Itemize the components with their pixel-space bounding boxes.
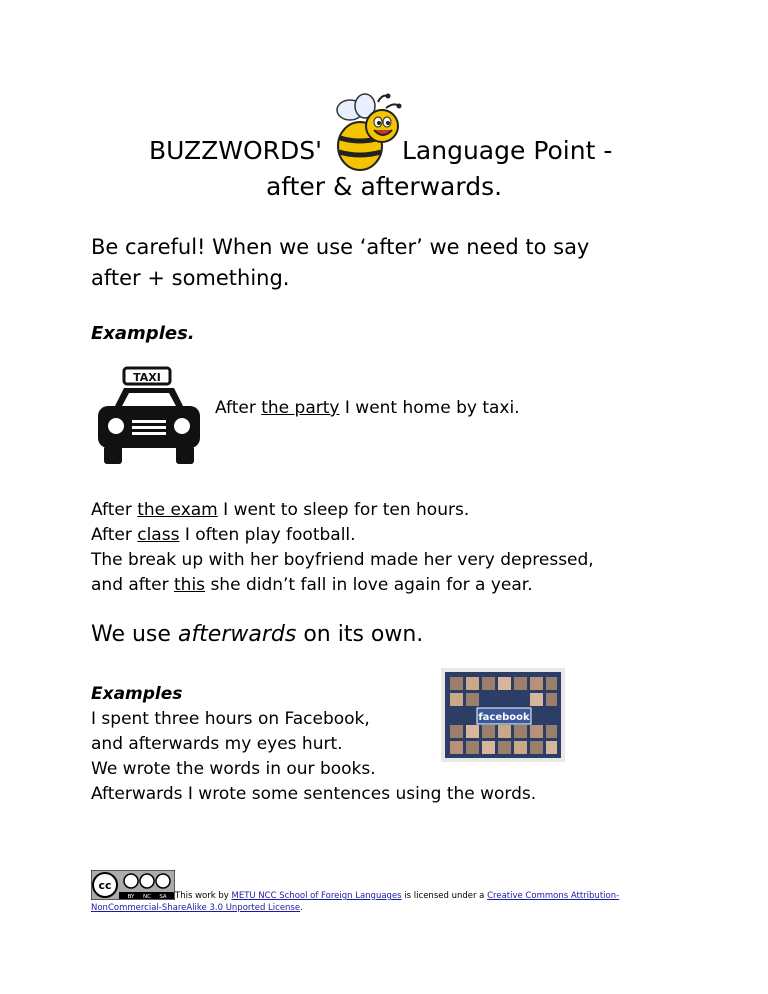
- sentence-text: After: [91, 525, 138, 545]
- examples-label: Examples.: [91, 323, 195, 344]
- underlined-phrase: this: [174, 575, 206, 595]
- cc-by-text: BY: [127, 894, 135, 900]
- sentence-text: and after: [91, 575, 175, 595]
- after-examples: [91, 498, 711, 598]
- title-buzzwords: BUZZWORDS': [149, 136, 323, 165]
- sentence-text: I went home by taxi.: [339, 398, 520, 418]
- sentence-text: she didn’t fall in love again for a year.: [205, 575, 533, 595]
- afterwards-examples: [91, 682, 711, 807]
- facebook-collage-image: [441, 668, 565, 762]
- afterwards-heading: [91, 622, 423, 647]
- underlined-phrase: class: [137, 525, 180, 545]
- example-sentence: [91, 498, 711, 523]
- sentence-text: After: [91, 500, 138, 520]
- sentence-text: I went to sleep for ten hours.: [217, 500, 470, 520]
- license-link-part-2[interactable]: NonCommercial-ShareAlike 3.0 Unported License: [91, 903, 301, 913]
- title-line-1: [0, 132, 768, 172]
- example-line: We wrote the words in our books.: [91, 759, 376, 779]
- sentence-text: The break up with her boyfriend made her very depressed,: [91, 550, 594, 570]
- facebook-label: facebook: [478, 712, 530, 723]
- taxi-icon: [94, 366, 204, 468]
- license-text: .: [300, 903, 303, 913]
- example-line: and afterwards my eyes hurt.: [91, 734, 343, 754]
- cc-sa-text: SA: [159, 894, 167, 900]
- cc-nc-text: NC: [143, 894, 151, 900]
- heading-text: We use: [91, 622, 178, 647]
- taxi-example-sentence: [215, 398, 520, 418]
- license-text: This work by: [175, 891, 232, 901]
- sentence-text: After: [215, 398, 262, 418]
- example-sentence: [91, 523, 711, 548]
- underlined-phrase: the party: [261, 398, 340, 418]
- intro-line-1: Be careful! When we use ‘after’ we need to say: [91, 235, 590, 259]
- license-notice: [91, 890, 651, 914]
- license-link-part-1[interactable]: Creative Commons Attribution-: [487, 891, 620, 901]
- intro-paragraph: [91, 232, 691, 294]
- example-line: Afterwards I wrote some sentences using the words.: [91, 784, 537, 804]
- example-line: I spent three hours on Facebook,: [91, 709, 370, 729]
- title-line-2: after & afterwards.: [265, 172, 503, 201]
- taxi-sign-text: TAXI: [133, 371, 161, 384]
- intro-line-2: after + something.: [91, 266, 290, 290]
- underlined-phrase: the exam: [137, 500, 218, 520]
- cc-text: cc: [98, 879, 112, 892]
- bee-icon: [330, 92, 402, 174]
- heading-text: on its own.: [296, 622, 424, 647]
- emphasized-word: afterwards: [177, 622, 297, 647]
- sentence-text: I often play football.: [179, 525, 356, 545]
- school-link[interactable]: METU NCC School of Foreign Languages: [231, 891, 402, 901]
- examples-label-2: Examples: [91, 684, 183, 704]
- title-language-point: Language Point -: [402, 136, 613, 165]
- license-text: is licensed under a: [401, 891, 488, 901]
- example-sentence: [91, 573, 711, 598]
- example-sentence: [91, 548, 711, 573]
